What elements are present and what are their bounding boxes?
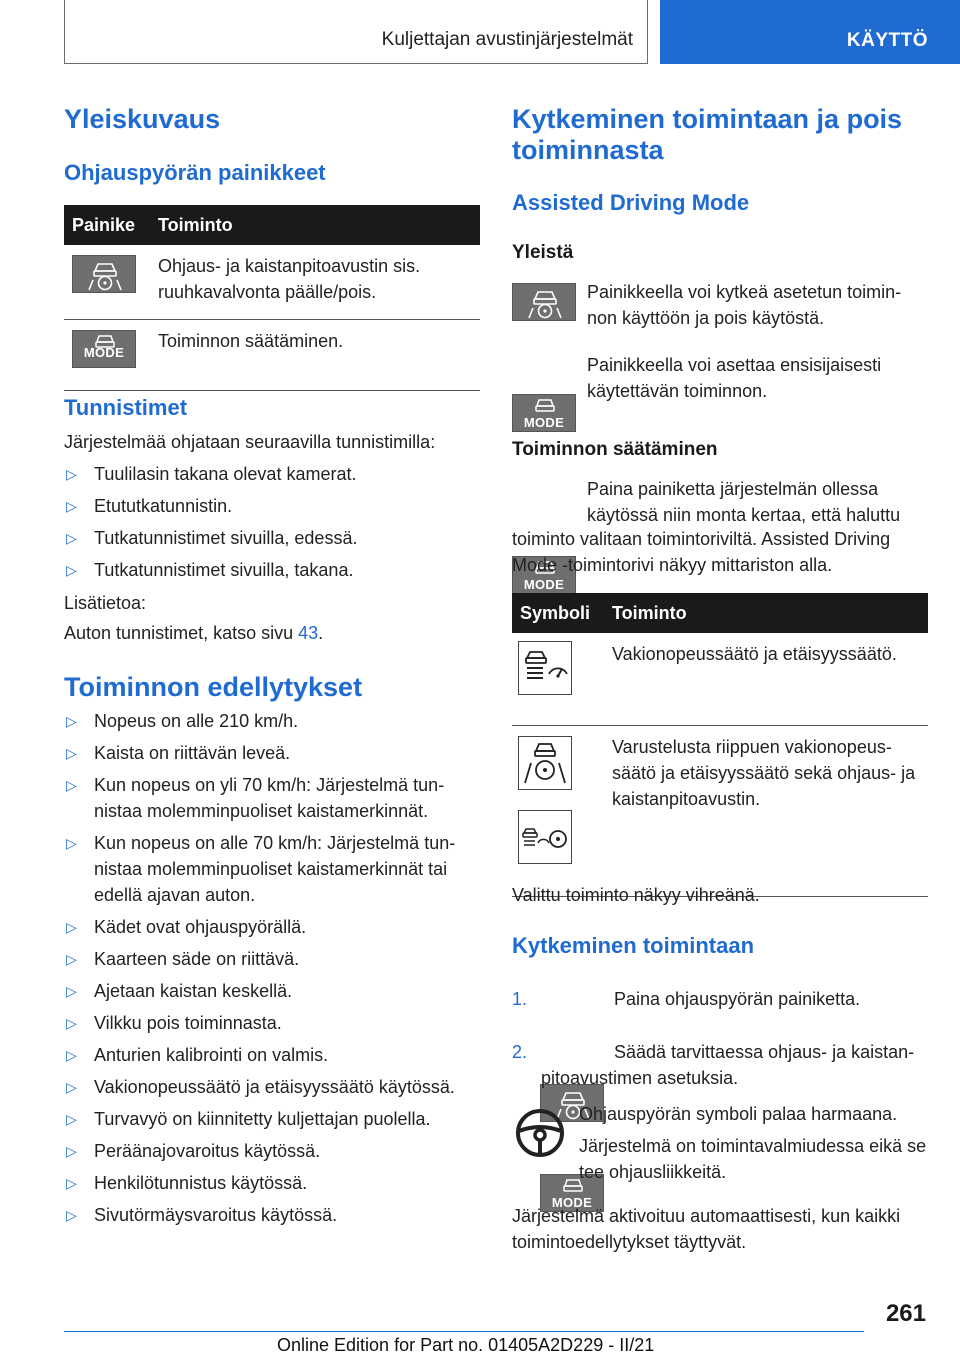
list-item: ▷ Turvavyö on kiinnitetty kuljettajan puolella. bbox=[64, 1106, 480, 1132]
table-row bbox=[64, 245, 480, 320]
bullet-triangle-icon: ▷ bbox=[66, 1111, 77, 1127]
buttons-table-header-button: Painike bbox=[64, 205, 150, 245]
left-title: Yleiskuvaus bbox=[64, 104, 221, 134]
general-p2: Painikkeella voi asettaa ensisijaisesti käytettävän toiminnon. bbox=[587, 355, 882, 401]
requirements-title: Toiminnon edellytykset bbox=[64, 672, 363, 702]
bullet-triangle-icon: ▷ bbox=[66, 1047, 77, 1063]
selected-note: Valittu toiminto näkyy vihreänä. bbox=[512, 885, 760, 905]
header-section-title: Kuljettajan avustinjärjestelmät bbox=[381, 29, 633, 50]
list-item: ▷ Henkilötunnistus käytössä. bbox=[64, 1170, 480, 1196]
step-number: 2. bbox=[512, 1042, 528, 1062]
bullet-triangle-icon: ▷ bbox=[66, 530, 77, 546]
sensors-intro: Järjestelmää ohjataan seuraavilla tunnistimilla: bbox=[64, 432, 436, 452]
bullet-triangle-icon: ▷ bbox=[66, 951, 77, 967]
buttons-table-header-function: Toiminto bbox=[150, 205, 480, 245]
buttons-table-cell: Ohjaus- ja kaistanpitoavustin sis. ruuhkavalvonta päälle/pois. bbox=[150, 245, 480, 320]
mode-label: MODE bbox=[83, 345, 125, 360]
list-item: ▷ Etututkatunnistin. bbox=[64, 493, 480, 519]
table-row bbox=[512, 633, 928, 726]
list-item: ▷ Kun nopeus on alle 70 km/h: Järjestelmä tun-nistaa molemminpuoliset kaistamerkinnät tai edellä ajavan auton. bbox=[64, 830, 480, 908]
list-item: ▷ Sivutörmäysvaroitus käytössä. bbox=[64, 1202, 480, 1228]
list-item: ▷ Kaarteen säde on riittävä. bbox=[64, 946, 480, 972]
bullet-triangle-icon: ▷ bbox=[66, 777, 77, 793]
more-info-text: Auton tunnistimet, katso sivu 43. bbox=[64, 623, 324, 643]
buttons-table bbox=[64, 205, 480, 391]
bullet-triangle-icon: ▷ bbox=[66, 1079, 77, 1095]
header-tab-label: KÄYTTÖ bbox=[846, 30, 928, 51]
list-item: ▷ Kun nopeus on yli 70 km/h: Järjestelmä tun-nistaa molemminpuoliset kaistamerkinnät. bbox=[64, 772, 480, 824]
steering-assist-button-icon bbox=[512, 283, 576, 321]
bullet-triangle-icon: ▷ bbox=[66, 466, 77, 482]
bullet-triangle-icon: ▷ bbox=[66, 835, 77, 851]
right-title: Kytkeminen toimintaan ja pois toiminnasta bbox=[512, 104, 903, 165]
list-item: ▷ Kaista on riittävän leveä. bbox=[64, 740, 480, 766]
bullet-triangle-icon: ▷ bbox=[66, 745, 77, 761]
symbols-table-cell: Varustelusta riippuen vakionopeus-säätö ja etäisyyssäätö sekä ohjaus- ja kaistanpitoavustin. bbox=[604, 726, 928, 897]
table-row bbox=[512, 726, 928, 897]
list-item: ▷ Kädet ovat ohjauspyörällä. bbox=[64, 914, 480, 940]
mode-button-icon bbox=[512, 394, 576, 432]
step-text-b: pitoavustimen asetuksia. bbox=[541, 1068, 739, 1088]
symbols-table-header-function: Toiminto bbox=[604, 593, 928, 633]
note-gray: Ohjauspyörän symboli palaa harmaana. bbox=[579, 1104, 898, 1124]
activate-title: Kytkeminen toimintaan bbox=[512, 933, 755, 958]
bullet-triangle-icon: ▷ bbox=[66, 983, 77, 999]
sensors-list bbox=[64, 461, 480, 583]
symbols-table bbox=[512, 593, 928, 897]
bullet-triangle-icon: ▷ bbox=[66, 1015, 77, 1031]
mode-label: MODE bbox=[523, 577, 565, 592]
bullet-triangle-icon: ▷ bbox=[66, 919, 77, 935]
mode-label: MODE bbox=[551, 1195, 593, 1210]
steering-lane-assist-icon bbox=[518, 736, 572, 790]
general-title: Yleistä bbox=[512, 242, 574, 263]
step-text-a: Säädä tarvittaessa ohjaus- ja kaistan- bbox=[614, 1042, 915, 1062]
symbols-table-cell: Vakionopeussäätö ja etäisyyssäätö. bbox=[604, 633, 928, 726]
list-item: ▷ Peräänajovaroitus käytössä. bbox=[64, 1138, 480, 1164]
list-item: ▷ Vilkku pois toiminnasta. bbox=[64, 1010, 480, 1036]
right-subtitle: Assisted Driving Mode bbox=[512, 190, 750, 215]
acc-steering-icon bbox=[518, 810, 572, 864]
bullet-triangle-icon: ▷ bbox=[66, 498, 77, 514]
list-item: ▷ Vakionopeussäätö ja etäisyyssäätö käytössä. bbox=[64, 1074, 480, 1100]
steering-wheel-icon bbox=[514, 1107, 566, 1164]
adjust-text-b: toiminto valitaan toimintoriviltä. Assisted Driving Mode -toimintorivi näkyy mittariston alla. bbox=[512, 529, 891, 575]
bullet-triangle-icon: ▷ bbox=[66, 1143, 77, 1159]
requirements-list bbox=[64, 708, 480, 1228]
page-number: 261 bbox=[885, 1300, 926, 1327]
note-ready: Järjestelmä on toimintavalmiudessa eikä se tee ohjausliikkeitä. bbox=[579, 1136, 927, 1182]
footer-edition: Online Edition for Part no. 01405A2D229 - II/21 bbox=[277, 1335, 655, 1355]
final-text: Järjestelmä aktivoituu automaattisesti, kun kaikki toimintoedellytykset täyttyvät. bbox=[512, 1206, 901, 1252]
adjust-text-a: Paina painiketta järjestelmän ollessa käytössä niin monta kertaa, että haluttu bbox=[587, 479, 901, 525]
step-number: 1. bbox=[512, 989, 528, 1009]
acc-distance-icon bbox=[518, 641, 572, 695]
mode-label: MODE bbox=[523, 415, 565, 430]
mode-button-icon bbox=[72, 330, 136, 368]
bullet-triangle-icon: ▷ bbox=[66, 1175, 77, 1191]
symbols-table-header-symbol: Symboli bbox=[512, 593, 604, 633]
bullet-triangle-icon: ▷ bbox=[66, 562, 77, 578]
list-item: ▷ Ajetaan kaistan keskellä. bbox=[64, 978, 480, 1004]
sensors-title: Tunnistimet bbox=[64, 395, 188, 420]
footer-divider bbox=[64, 1331, 864, 1332]
general-p1: Painikkeella voi kytkeä asetetun toimin-non käyttöön ja pois käytöstä. bbox=[587, 282, 902, 328]
steering-assist-button-icon bbox=[72, 255, 136, 293]
more-info-label: Lisätietoa: bbox=[64, 593, 147, 613]
bullet-triangle-icon: ▷ bbox=[66, 713, 77, 729]
bullet-triangle-icon: ▷ bbox=[66, 1207, 77, 1223]
list-item: ▷ Nopeus on alle 210 km/h. bbox=[64, 708, 480, 734]
adjust-title: Toiminnon säätäminen bbox=[512, 439, 718, 460]
list-item: ▷ Tuulilasin takana olevat kamerat. bbox=[64, 461, 480, 487]
header-tab[interactable] bbox=[660, 0, 960, 64]
step-text: Paina ohjauspyörän painiketta. bbox=[614, 989, 861, 1009]
page-link[interactable]: 43 bbox=[298, 623, 319, 643]
buttons-table-cell: Toiminnon säätäminen. bbox=[150, 320, 480, 391]
list-item: ▷ Anturien kalibrointi on valmis. bbox=[64, 1042, 480, 1068]
header-section-box bbox=[64, 0, 648, 64]
list-item: ▷ Tutkatunnistimet sivuilla, takana. bbox=[64, 557, 480, 583]
left-subtitle: Ohjauspyörän painikkeet bbox=[64, 160, 326, 185]
list-item: ▷ Tutkatunnistimet sivuilla, edessä. bbox=[64, 525, 480, 551]
table-row bbox=[64, 320, 480, 391]
